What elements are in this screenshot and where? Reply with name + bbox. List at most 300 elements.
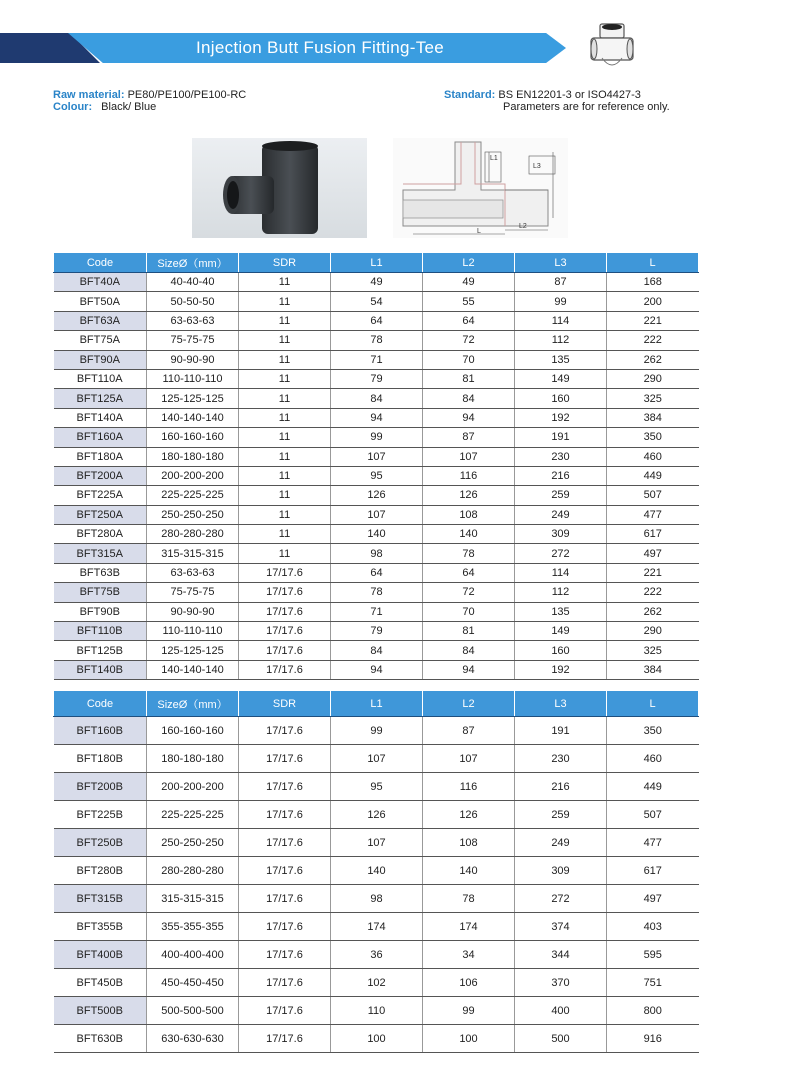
cell-size: 75-75-75	[147, 331, 239, 350]
cell-size: 225-225-225	[147, 486, 239, 505]
cell-sdr: 17/17.6	[239, 941, 331, 969]
cell-size: 40-40-40	[147, 273, 239, 292]
page-title: Injection Butt Fusion Fitting-Tee	[195, 38, 445, 57]
cell-sdr: 17/17.6	[239, 829, 331, 857]
cell-l3: 230	[515, 745, 607, 773]
cell-sdr: 11	[239, 544, 331, 563]
cell-l2: 99	[423, 997, 515, 1025]
cell-code: BFT180B	[54, 745, 147, 773]
cell-l: 617	[607, 525, 699, 544]
cell-code: BFT500B	[54, 997, 147, 1025]
cell-l: 290	[607, 622, 699, 641]
cell-size: 180-180-180	[147, 745, 239, 773]
drawing-l1-label: L1	[490, 155, 498, 162]
cell-l2: 84	[423, 641, 515, 660]
cell-l2: 174	[423, 913, 515, 941]
product-photo	[192, 138, 367, 238]
table-row	[54, 913, 699, 941]
table-header-row	[54, 253, 699, 273]
cell-l3: 259	[515, 801, 607, 829]
cell-sdr: 17/17.6	[239, 641, 331, 660]
cell-l3: 216	[515, 466, 607, 485]
cell-code: BFT63B	[54, 563, 147, 582]
cell-size: 500-500-500	[147, 997, 239, 1025]
cell-l1: 64	[331, 563, 423, 582]
cell-l3: 191	[515, 717, 607, 745]
cell-l: 325	[607, 389, 699, 408]
cell-size: 280-280-280	[147, 857, 239, 885]
cell-size: 110-110-110	[147, 369, 239, 388]
table-row	[54, 773, 699, 801]
cell-size: 140-140-140	[147, 660, 239, 679]
cell-size: 180-180-180	[147, 447, 239, 466]
cell-l2: 116	[423, 466, 515, 485]
cell-l: 595	[607, 941, 699, 969]
cell-code: BFT90B	[54, 602, 147, 621]
cell-sdr: 17/17.6	[239, 773, 331, 801]
cell-l1: 99	[331, 717, 423, 745]
cell-l1: 54	[331, 292, 423, 311]
cell-code: BFT160B	[54, 717, 147, 745]
cell-l1: 107	[331, 505, 423, 524]
cell-sdr: 11	[239, 350, 331, 369]
cell-sdr: 11	[239, 525, 331, 544]
cell-l2: 64	[423, 311, 515, 330]
cell-l2: 34	[423, 941, 515, 969]
cell-l: 403	[607, 913, 699, 941]
cell-code: BFT180A	[54, 447, 147, 466]
cell-l1: 36	[331, 941, 423, 969]
cell-l3: 192	[515, 660, 607, 679]
cell-l2: 107	[423, 745, 515, 773]
cell-code: BFT125A	[54, 389, 147, 408]
cell-l1: 140	[331, 857, 423, 885]
cell-code: BFT90A	[54, 350, 147, 369]
cell-l3: 192	[515, 408, 607, 427]
cell-l3: 112	[515, 583, 607, 602]
cell-l: 350	[607, 428, 699, 447]
cell-size: 250-250-250	[147, 505, 239, 524]
cell-l2: 140	[423, 525, 515, 544]
cell-l2: 55	[423, 292, 515, 311]
cell-size: 630-630-630	[147, 1025, 239, 1053]
cell-l2: 78	[423, 544, 515, 563]
table-row	[54, 1025, 699, 1053]
table-row	[54, 369, 699, 388]
cell-l2: 100	[423, 1025, 515, 1053]
cell-sdr: 17/17.6	[239, 801, 331, 829]
cell-l2: 72	[423, 331, 515, 350]
cell-code: BFT40A	[54, 273, 147, 292]
cell-l1: 110	[331, 997, 423, 1025]
table-row	[54, 486, 699, 505]
cell-sdr: 17/17.6	[239, 885, 331, 913]
drawing-l-label: L	[477, 228, 481, 235]
cell-l: 497	[607, 885, 699, 913]
table-row	[54, 885, 699, 913]
cell-sdr: 11	[239, 369, 331, 388]
table-row	[54, 331, 699, 350]
table-row	[54, 292, 699, 311]
cell-l: 800	[607, 997, 699, 1025]
cell-l: 751	[607, 969, 699, 997]
cell-code: BFT250B	[54, 829, 147, 857]
table-row	[54, 350, 699, 369]
cell-code: BFT75B	[54, 583, 147, 602]
table-row	[54, 622, 699, 641]
cell-l1: 95	[331, 466, 423, 485]
cell-sdr: 17/17.6	[239, 745, 331, 773]
cell-l: 221	[607, 311, 699, 330]
cell-code: BFT140B	[54, 660, 147, 679]
dimensions-table-1	[53, 252, 699, 680]
cell-sdr: 17/17.6	[239, 997, 331, 1025]
cell-l3: 374	[515, 913, 607, 941]
drawing-l2-label: L2	[519, 223, 527, 230]
cell-l1: 79	[331, 622, 423, 641]
cell-l2: 94	[423, 408, 515, 427]
cell-l: 384	[607, 408, 699, 427]
cell-l3: 259	[515, 486, 607, 505]
cell-l: 350	[607, 717, 699, 745]
cell-l: 916	[607, 1025, 699, 1053]
cell-sdr: 11	[239, 486, 331, 505]
cell-l3: 272	[515, 885, 607, 913]
cell-size: 50-50-50	[147, 292, 239, 311]
table-row	[54, 829, 699, 857]
cell-l3: 370	[515, 969, 607, 997]
cell-l3: 135	[515, 602, 607, 621]
cell-l2: 116	[423, 773, 515, 801]
cell-l: 507	[607, 486, 699, 505]
cell-sdr: 11	[239, 273, 331, 292]
cell-l3: 191	[515, 428, 607, 447]
table-row	[54, 389, 699, 408]
technical-drawing	[393, 138, 568, 238]
table-row	[54, 408, 699, 427]
cell-l1: 94	[331, 408, 423, 427]
cell-sdr: 11	[239, 447, 331, 466]
drawing-l3-label: L3	[533, 163, 541, 170]
table-row	[54, 717, 699, 745]
column-header-sdr: SDR	[239, 691, 331, 717]
cell-l: 290	[607, 369, 699, 388]
cell-l1: 107	[331, 829, 423, 857]
tee-fitting-icon	[588, 22, 636, 74]
cell-code: BFT200A	[54, 466, 147, 485]
cell-l2: 108	[423, 829, 515, 857]
column-header-l1: L1	[331, 253, 423, 273]
dimensions-table-2	[53, 690, 699, 1053]
cell-size: 225-225-225	[147, 801, 239, 829]
raw-material-label: Raw material:	[53, 89, 125, 101]
cell-l1: 107	[331, 745, 423, 773]
cell-l3: 135	[515, 350, 607, 369]
cell-l: 168	[607, 273, 699, 292]
cell-l: 449	[607, 466, 699, 485]
column-header-code: Code	[54, 253, 147, 273]
column-header-l3: L3	[515, 253, 607, 273]
cell-size: 63-63-63	[147, 563, 239, 582]
cell-sdr: 17/17.6	[239, 969, 331, 997]
cell-l: 222	[607, 583, 699, 602]
table-row	[54, 745, 699, 773]
cell-code: BFT280B	[54, 857, 147, 885]
column-header-l3: L3	[515, 691, 607, 717]
cell-code: BFT110A	[54, 369, 147, 388]
cell-l3: 309	[515, 857, 607, 885]
cell-size: 160-160-160	[147, 717, 239, 745]
colour-value: Black/ Blue	[101, 101, 157, 113]
cell-l2: 106	[423, 969, 515, 997]
table-row	[54, 857, 699, 885]
cell-l3: 272	[515, 544, 607, 563]
cell-code: BFT160A	[54, 428, 147, 447]
cell-code: BFT315A	[54, 544, 147, 563]
cell-l3: 230	[515, 447, 607, 466]
cell-l2: 64	[423, 563, 515, 582]
colour-label: Colour:	[53, 101, 93, 113]
cell-size: 200-200-200	[147, 773, 239, 801]
cell-size: 200-200-200	[147, 466, 239, 485]
colour-line	[53, 101, 156, 114]
table-row	[54, 525, 699, 544]
table-row	[54, 583, 699, 602]
cell-code: BFT400B	[54, 941, 147, 969]
cell-l1: 71	[331, 602, 423, 621]
cell-l2: 126	[423, 486, 515, 505]
table-row	[54, 997, 699, 1025]
cell-l3: 160	[515, 641, 607, 660]
cell-sdr: 17/17.6	[239, 717, 331, 745]
cell-l: 449	[607, 773, 699, 801]
cell-l3: 309	[515, 525, 607, 544]
cell-l3: 216	[515, 773, 607, 801]
cell-l: 325	[607, 641, 699, 660]
cell-l: 617	[607, 857, 699, 885]
cell-l: 384	[607, 660, 699, 679]
table-row	[54, 505, 699, 524]
cell-l2: 81	[423, 369, 515, 388]
cell-l3: 99	[515, 292, 607, 311]
cell-size: 140-140-140	[147, 408, 239, 427]
cell-l1: 98	[331, 885, 423, 913]
cell-sdr: 11	[239, 389, 331, 408]
cell-code: BFT75A	[54, 331, 147, 350]
cell-l3: 149	[515, 622, 607, 641]
cell-l1: 174	[331, 913, 423, 941]
raw-material-value: PE80/PE100/PE100-RC	[127, 89, 247, 101]
cell-size: 450-450-450	[147, 969, 239, 997]
cell-l2: 108	[423, 505, 515, 524]
cell-sdr: 17/17.6	[239, 913, 331, 941]
standard-value: BS EN12201-3 or ISO4427-3	[498, 89, 641, 101]
cell-sdr: 17/17.6	[239, 583, 331, 602]
cell-l1: 98	[331, 544, 423, 563]
cell-l3: 114	[515, 311, 607, 330]
cell-l: 477	[607, 829, 699, 857]
cell-l3: 500	[515, 1025, 607, 1053]
cell-l2: 78	[423, 885, 515, 913]
cell-l1: 78	[331, 331, 423, 350]
cell-code: BFT250A	[54, 505, 147, 524]
cell-size: 250-250-250	[147, 829, 239, 857]
cell-l3: 160	[515, 389, 607, 408]
cell-size: 63-63-63	[147, 311, 239, 330]
table-row	[54, 563, 699, 582]
cell-sdr: 11	[239, 505, 331, 524]
cell-code: BFT225A	[54, 486, 147, 505]
cell-sdr: 11	[239, 428, 331, 447]
cell-code: BFT355B	[54, 913, 147, 941]
cell-l2: 84	[423, 389, 515, 408]
column-header-l2: L2	[423, 253, 515, 273]
cell-size: 160-160-160	[147, 428, 239, 447]
cell-size: 110-110-110	[147, 622, 239, 641]
cell-l1: 126	[331, 801, 423, 829]
cell-code: BFT50A	[54, 292, 147, 311]
cell-l1: 84	[331, 641, 423, 660]
table-row	[54, 273, 699, 292]
cell-l1: 95	[331, 773, 423, 801]
column-header-code: Code	[54, 691, 147, 717]
cell-size: 125-125-125	[147, 641, 239, 660]
cell-l: 477	[607, 505, 699, 524]
cell-l3: 87	[515, 273, 607, 292]
cell-sdr: 17/17.6	[239, 622, 331, 641]
cell-size: 315-315-315	[147, 885, 239, 913]
dimension-drawing-icon	[393, 138, 568, 238]
cell-l1: 64	[331, 311, 423, 330]
cell-l3: 149	[515, 369, 607, 388]
cell-size: 90-90-90	[147, 602, 239, 621]
cell-l2: 87	[423, 428, 515, 447]
cell-code: BFT63A	[54, 311, 147, 330]
cell-code: BFT280A	[54, 525, 147, 544]
cell-l: 200	[607, 292, 699, 311]
standard-label: Standard:	[444, 89, 496, 101]
cell-l3: 114	[515, 563, 607, 582]
table-row	[54, 660, 699, 679]
table-row	[54, 801, 699, 829]
cell-l: 460	[607, 447, 699, 466]
cell-l2: 72	[423, 583, 515, 602]
cell-code: BFT140A	[54, 408, 147, 427]
cell-code: BFT630B	[54, 1025, 147, 1053]
cell-l3: 249	[515, 829, 607, 857]
cell-size: 355-355-355	[147, 913, 239, 941]
cell-sdr: 11	[239, 311, 331, 330]
cell-code: BFT315B	[54, 885, 147, 913]
cell-sdr: 17/17.6	[239, 1025, 331, 1053]
cell-l: 262	[607, 350, 699, 369]
column-header-l2: L2	[423, 691, 515, 717]
cell-l2: 49	[423, 273, 515, 292]
cell-code: BFT110B	[54, 622, 147, 641]
cell-sdr: 17/17.6	[239, 660, 331, 679]
cell-code: BFT450B	[54, 969, 147, 997]
title-banner	[0, 33, 570, 63]
cell-l2: 81	[423, 622, 515, 641]
table-row	[54, 544, 699, 563]
reference-note: Parameters are for reference only.	[503, 101, 670, 113]
cell-l: 507	[607, 801, 699, 829]
cell-size: 280-280-280	[147, 525, 239, 544]
cell-l1: 49	[331, 273, 423, 292]
cell-l: 221	[607, 563, 699, 582]
cell-l3: 400	[515, 997, 607, 1025]
column-header-size: SizeØ（mm）	[147, 691, 239, 717]
cell-l3: 249	[515, 505, 607, 524]
cell-l3: 344	[515, 941, 607, 969]
cell-l1: 84	[331, 389, 423, 408]
table-row	[54, 466, 699, 485]
table-row	[54, 428, 699, 447]
cell-l: 262	[607, 602, 699, 621]
cell-l1: 140	[331, 525, 423, 544]
cell-l1: 71	[331, 350, 423, 369]
cell-code: BFT225B	[54, 801, 147, 829]
cell-l2: 107	[423, 447, 515, 466]
cell-sdr: 11	[239, 466, 331, 485]
column-header-l1: L1	[331, 691, 423, 717]
cell-l2: 140	[423, 857, 515, 885]
cell-l2: 70	[423, 350, 515, 369]
cell-l1: 94	[331, 660, 423, 679]
cell-code: BFT125B	[54, 641, 147, 660]
column-header-l: L	[607, 691, 699, 717]
table-header-row	[54, 691, 699, 717]
table-row	[54, 641, 699, 660]
cell-l: 222	[607, 331, 699, 350]
cell-size: 315-315-315	[147, 544, 239, 563]
cell-l1: 79	[331, 369, 423, 388]
cell-l: 460	[607, 745, 699, 773]
cell-l1: 78	[331, 583, 423, 602]
cell-sdr: 17/17.6	[239, 857, 331, 885]
cell-sdr: 17/17.6	[239, 563, 331, 582]
cell-size: 75-75-75	[147, 583, 239, 602]
cell-size: 90-90-90	[147, 350, 239, 369]
table-row	[54, 447, 699, 466]
cell-l1: 107	[331, 447, 423, 466]
cell-sdr: 11	[239, 331, 331, 350]
table-row	[54, 941, 699, 969]
cell-l3: 112	[515, 331, 607, 350]
cell-l1: 102	[331, 969, 423, 997]
cell-l2: 70	[423, 602, 515, 621]
cell-l1: 99	[331, 428, 423, 447]
table-row	[54, 969, 699, 997]
cell-sdr: 17/17.6	[239, 602, 331, 621]
cell-size: 125-125-125	[147, 389, 239, 408]
cell-code: BFT200B	[54, 773, 147, 801]
cell-size: 400-400-400	[147, 941, 239, 969]
column-header-l: L	[607, 253, 699, 273]
cell-l1: 126	[331, 486, 423, 505]
cell-sdr: 11	[239, 408, 331, 427]
cell-l1: 100	[331, 1025, 423, 1053]
table-row	[54, 311, 699, 330]
cell-sdr: 11	[239, 292, 331, 311]
tee-photo-icon	[192, 138, 367, 238]
cell-l2: 87	[423, 717, 515, 745]
column-header-size: SizeØ（mm）	[147, 253, 239, 273]
cell-l: 497	[607, 544, 699, 563]
column-header-sdr: SDR	[239, 253, 331, 273]
cell-l2: 94	[423, 660, 515, 679]
cell-l2: 126	[423, 801, 515, 829]
